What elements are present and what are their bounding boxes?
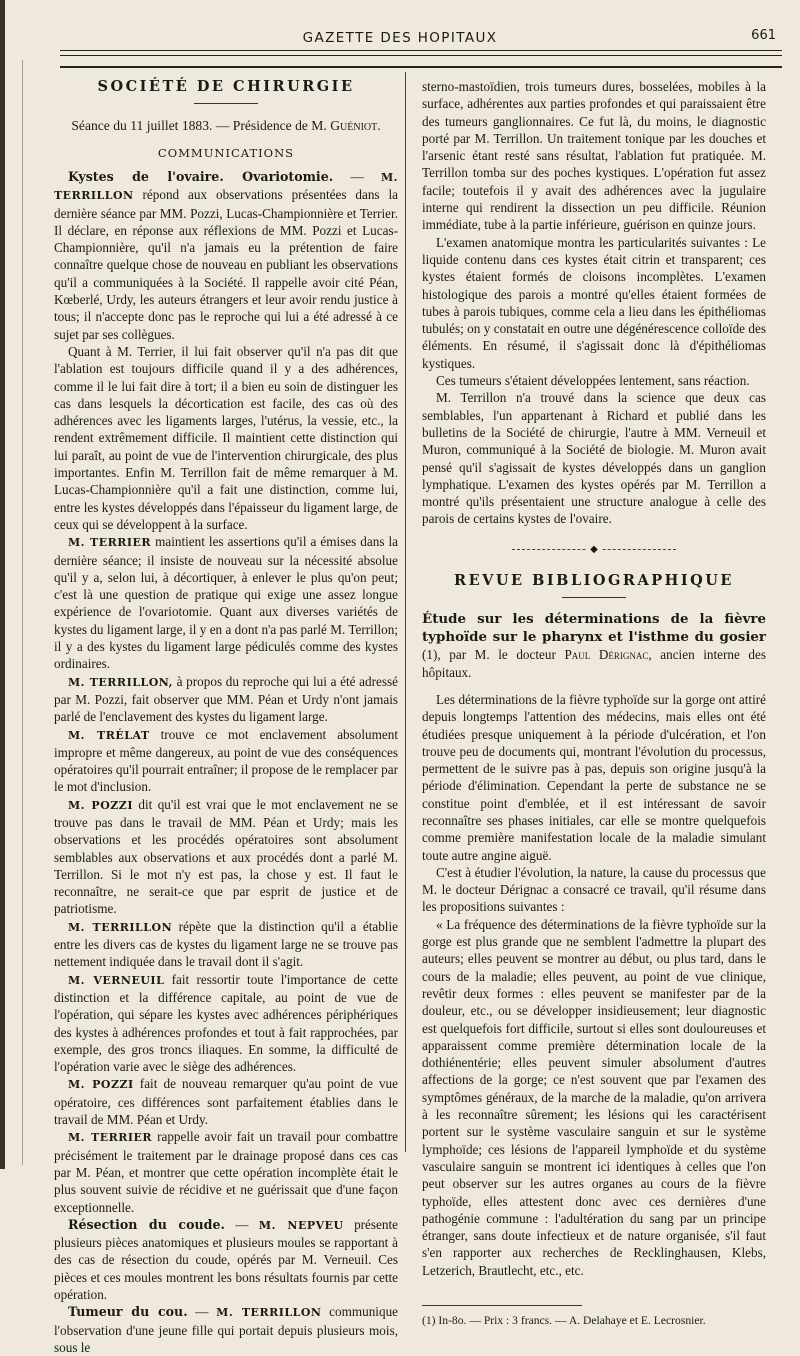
speaker-name: M. TERRILLON, bbox=[68, 675, 173, 689]
run-in-heading: Résection du coude. bbox=[68, 1216, 225, 1232]
paragraph bbox=[54, 1216, 398, 1303]
section-rule bbox=[194, 103, 258, 104]
paragraph bbox=[54, 533, 398, 672]
quoted-paragraph: « La fréquence des déterminations de la fièvre typhoïde sur la gorge est plus grande que ne semblent l'admettre la plupart des auteurs; elles peuvent se montrer au début, ou plus tard, dans le cours de la maladie; elles peuvent, au point de vue clinique, revêtir deux formes : elles peuvent se manifester par de la douleur, etc., ou se développer insidieusement; leur diagnostic est quelquefois fort difficile, surtout si elles sont douloureuses et apparaissent comme première détermination locale de la dothiénentérie; elles peuvent simuler absolument d'autres affections de la gorge; ce n'est souvent que par l'examen des symptômes généraux, de la marche de la maladie, qu'on arrivera à les reconnaître sûrement; les lésions qui les caractérisent portent sur le système vasculaire sanguin et sur le système lymphoïde; ces lésions de l'appareil lymphoïde et du système vasculaire sanguin se montrent ici identiques à celles que l'on peut observer sur les autres organes au cours de la fièvre typhoïde, elles attestent donc avec ces dernières d'une pathogénie commune : l'adultération du sang par un principe étranger, sans doute infectieux et de nature organisée, s'il faut s'en rapporter aux recherches de Recklinghausen, Klebs, Letzerich, Brautlecht, etc., etc. bbox=[422, 916, 766, 1278]
paragraph bbox=[54, 726, 398, 796]
paragraph bbox=[54, 1303, 398, 1356]
paragraph bbox=[54, 1128, 398, 1215]
paragraph: M. Terrillon n'a trouvé dans la science que deux cas semblables, l'un appartenant à Richard et publié dans les bulletins de la Société de chirurgie, l'autre à MM. Verneuil et Muron, communiqué à la Société de biologie. M. Muron avait pensé qu'il s'agissait de kystes développés dans un ganglion lymphatique. L'examen des kystes opérés par M. Terrillon a montré qu'ils présentaient une structure analogue à celle des parois de certains kystes de l'ovaire. bbox=[422, 390, 766, 527]
column-divider bbox=[405, 72, 406, 1152]
speaker-name: M. TERRILLON bbox=[68, 920, 173, 934]
paragraph bbox=[54, 971, 398, 1076]
paragraph-text: à propos du reproche qui lui a été adressé par M. Pozzi, fait observer que MM. Péan et Urdy n'ont jamais parlé de l'enclavement des kystes du ligament large. bbox=[54, 673, 398, 725]
paragraph: Ces tumeurs s'étaient développées lentement, sans réaction. bbox=[436, 373, 750, 389]
paragraph-text: répond aux observations présentées dans la dernière séance par MM. Pozzi, Lucas-Championnière et Terrier. Il déclare, en réponse aux réflexions de MM. Pozzi et Lucas-Championnière, qu'il n'a jamais eu la prétention de faire connaître quelque chose de nouveau en publiant les observations qu'il a communiquées à la Société. Il rappelle avoir cité Péan, Kœberlé, Urdy, les auteurs étrangers et leur avoir rendu justice à tous; il n'accepte donc pas le reproche qui lui a été adressé à ce sujet par ses collègues. bbox=[54, 187, 398, 342]
speaker-name: M. VERNEUIL bbox=[68, 973, 165, 987]
communications-heading: COMMUNICATIONS bbox=[157, 146, 295, 160]
paragraph-text: rappelle avoir fait un travail pour combattre précisément le traitement par le drainage proposé dans ces cas par M. Péan, et montrer que cette opération incomplète était le plus souvent suivie de récidive et ne guérissait que d'une façon exceptionnelle. bbox=[54, 1129, 398, 1215]
dash: — bbox=[224, 1216, 259, 1232]
paragraph-text: trouve ce mot enclavement absolument impropre et même dangereux, au point de vue des conséquences opératoires qu'il pourrait entraîner; il propose de le remplacer par le mot d'inclusion. bbox=[54, 726, 399, 795]
paragraph bbox=[54, 1075, 398, 1128]
review-title: Étude sur les déterminations de la fièvre typhoïde sur le pharynx et l'isthme du gosier bbox=[422, 610, 766, 646]
paragraph-text: fait de nouveau remarquer qu'au point de vue opératoire, ces différences sont parfaitement établies dans le travail de MM. Péan et Urdy. bbox=[54, 1076, 398, 1128]
review-lead bbox=[422, 610, 766, 681]
paragraph bbox=[54, 918, 398, 971]
diamond-icon: ◆ bbox=[586, 544, 602, 555]
paragraph bbox=[54, 168, 398, 343]
speaker-name: M. POZZI bbox=[68, 798, 133, 812]
journal-title: GAZETTE DES HOPITAUX bbox=[302, 30, 498, 46]
speaker-name: M. TRÉLAT bbox=[68, 728, 150, 742]
speaker-name: M. TERRIER bbox=[68, 1131, 153, 1145]
speaker-name: M. POZZI bbox=[68, 1078, 134, 1092]
right-column bbox=[422, 78, 766, 1329]
dash: — bbox=[333, 169, 381, 184]
speaker-name: M. NEPVEU bbox=[258, 1218, 344, 1232]
paragraph bbox=[54, 673, 398, 726]
paragraph-text: présente plusieurs pièces anatomiques et plusieurs moules se rapportant à des cas de résection du coude, opérés par M. Verneuil. Ces pièces et ces moules montrent les bons résultats fournis par cette opération. bbox=[54, 1216, 398, 1302]
speaker-name: M. TERRILLON bbox=[54, 171, 398, 203]
header-rule-bottom bbox=[60, 66, 782, 68]
review-author-tail: ancien interne des hôpitaux. bbox=[422, 647, 766, 680]
paragraph: C'est à étudier l'évolution, la nature, la cause du processus que M. le docteur Dérignac a consacré ce travail, qu'il résume dans les propositions suivantes : bbox=[422, 864, 766, 915]
page-number: 661 bbox=[751, 28, 776, 43]
paragraph: sterno-mastoïdien, trois tumeurs dures, bosselées, mobiles à la surface, adhérentes aux parties profondes et qui paraissaient être des tumeurs ganglionnaires. Ce fut là, du moins, le diagnostic porté par M. Terrillon. Un traitement tonique par les douches et l'arsenic étant resté sans résultat, l'ablation fut pratiquée. M. Terrillon tomba sur des poches kystiques. L'opération fut assez facile; toutefois il y avait des adhérences avec la jugulaire interne qui rendirent la dissection un peu difficile. Réunion immédiate, tube à la partie inférieure, guérison en quinze jours. bbox=[422, 79, 766, 233]
seance-line bbox=[54, 118, 398, 134]
paragraph: L'examen anatomique montra les particularités suivantes : Le liquide contenu dans ces kystes était citrin et transparent; ces kystes étaient formés de cloisons incomplètes. L'examen histologique des parois a montré qu'elles étaient formées de tubes à parois tubiques, comme cela a lieu dans les épithéliomas tubulés; on y constatait en outre une dégénérescence colloïde des éléments. En résumé, il s'agissait donc là d'épithéliomas kystiques. bbox=[422, 234, 766, 371]
seance-text: Séance du 11 juillet 1883. — Présidence de M. bbox=[71, 118, 331, 133]
paragraph-text: répète que la distinction qu'il a établie entre les divers cas de kystes du ligament large ne se trouve pas nettement indiquée dans le travail dont il s'agit. bbox=[54, 918, 398, 970]
review-author: Paul Dérignac, bbox=[564, 647, 652, 663]
section-title-societe: SOCIÉTÉ DE CHIRURGIE bbox=[97, 78, 355, 95]
header-rule-top bbox=[60, 50, 782, 51]
seance-president: Guéniot. bbox=[330, 118, 381, 133]
footnote: (1) In-8o. — Prix : 3 francs. — A. Delahaye et E. Lecrosnier. bbox=[422, 1314, 706, 1327]
paragraph-text: communique l'observation d'une jeune fille qui portait depuis plusieurs mois, sous le bbox=[54, 1304, 399, 1355]
section-ornament bbox=[422, 544, 766, 554]
paragraph-text: dit qu'il est vrai que le mot enclavement ne se trouve pas dans le travail de MM. Péan et Urdy; mais les observations et les procédés opératoires sont absolument semblables aux observations et aux procédés dont a parlé M. Terrillon. Si le mot n'y est pas, la chose y est. Il faut le reconnaître, ne serait-ce que par esprit de justice et de patriotisme. bbox=[54, 796, 398, 917]
section-title-revue: REVUE BIBLIOGRAPHIQUE bbox=[454, 571, 734, 589]
footnote-rule bbox=[422, 1305, 582, 1306]
run-in-heading: Kystes de l'ovaire. Ovariotomie. bbox=[68, 169, 334, 184]
paragraph: Quant à M. Terrier, il lui fait observer qu'il n'a pas dit que l'ablation est toujours difficile quand il y a des adhérences, comme il le lui fait dire à tort; il a bien eu soin de distinguer les cas dans lesquels la décortication est facile, des cas où des adhérences avec les ligaments larges, l'utérus, la vessie, etc., la rendent extrêmement difficile. Il maintient cette distinction qui lui paraît, au point de vue de l'intervention chirurgicale, des plus importantes. Enfin M. Terrillon fait de même remarquer à M. Lucas-Championnière qu'il a fait une distinction, comme lui, entre les kystes développés dans l'épaisseur du ligament large, de ceux qui se développent à la surface. bbox=[54, 343, 398, 532]
page-crease bbox=[22, 60, 23, 1165]
dash: — bbox=[187, 1304, 217, 1320]
speaker-name: M. TERRILLON bbox=[216, 1306, 322, 1320]
review-byline: (1), par M. le docteur bbox=[422, 647, 565, 663]
page-edge bbox=[0, 0, 5, 1169]
paragraph-text: maintient les assertions qu'il a émises dans la dernière séance; il insiste de nouveau sur la nécessité absolue qu'il y a, selon lui, à décortiquer, à enlever le plus qu'on peut; c'est là une question de pratique qui exige une assez longue expérience de l'ovariotomie. Quant aux diverses variétés de kystes du ligament large, il y en a dont n'a pas parlé M. Terrillon; il y a des kystes du ligament large pédiculés comme des kystes ordinaires. bbox=[54, 534, 398, 672]
left-column bbox=[54, 78, 398, 1356]
run-in-heading: Tumeur du cou. bbox=[68, 1304, 188, 1320]
paragraph: Les déterminations de la fièvre typhoïde sur la gorge ont attiré depuis longtemps l'attention des médecins, mais elles ont été étudiées presque uniquement à la période d'ulcération, et l'on trouve peu de documents qui, montrant l'évolution du processus, permettent de le suivre pas à pas, depuis son origine jusqu'à la période d'élimination. Cependant la perte de substance ne se constitue point d'emblée, et il est intéressant de savoir reconnaître ses phases initiales, car elle se montre quelquefois comme première manifestation locale de la maladie simulant toute autre angine aiguë. bbox=[422, 691, 766, 863]
section-rule bbox=[562, 597, 626, 598]
paragraph bbox=[54, 796, 398, 918]
paragraph-text: fait ressortir toute l'importance de cette distinction et la différence capitale, au point de vue de l'opération, qui sépare les kystes avec adhérences périphériques des kystes à adhérences profondes et tout à fait rapprochées, par exemple, des gros troncs iliaques. En somme, la difficulté de l'opération varie avec le siège des adhérences. bbox=[54, 971, 398, 1075]
header-rule-mid bbox=[60, 55, 782, 56]
speaker-name: M. TERRIER bbox=[68, 536, 152, 550]
